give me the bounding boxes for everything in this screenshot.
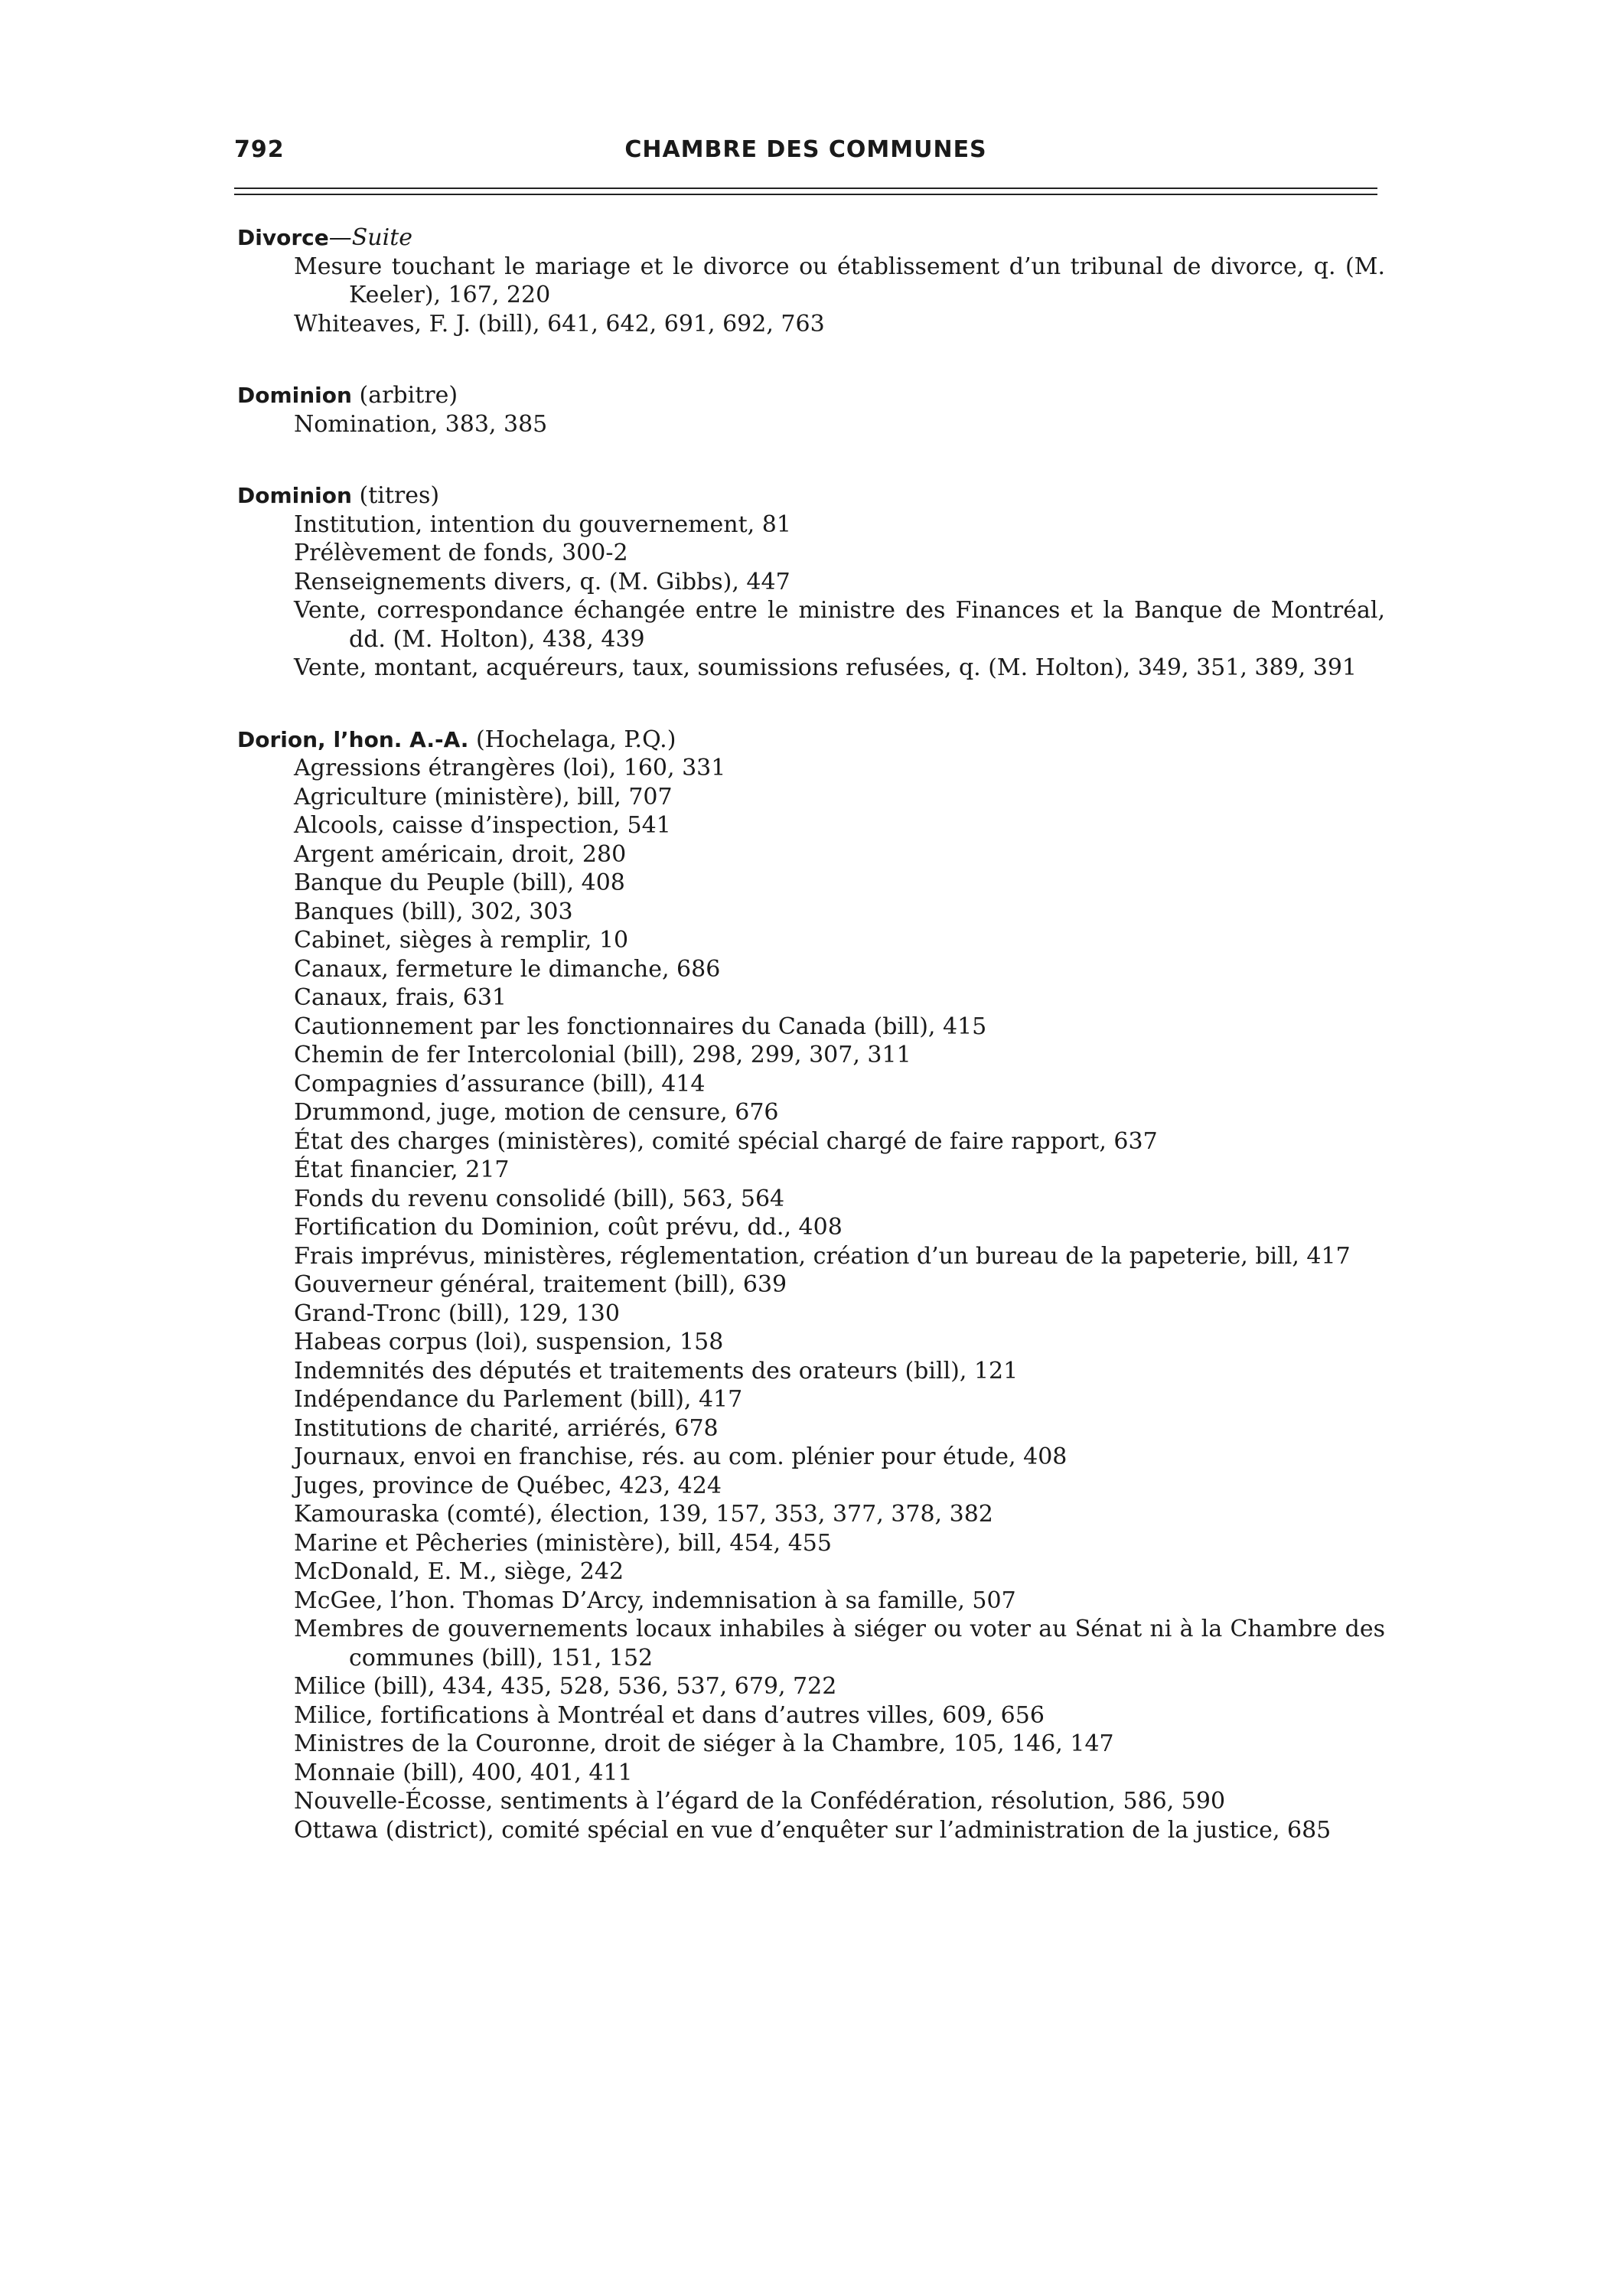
index-entry: Monnaie (bill), 400, 401, 411 bbox=[294, 1759, 633, 1786]
page-header bbox=[234, 136, 1377, 174]
index-section-divorce bbox=[237, 223, 1385, 338]
index-entry: McGee, l’hon. Thomas D’Arcy, indemnisation à sa famille, 507 bbox=[294, 1587, 1016, 1614]
header-rule-top bbox=[234, 188, 1377, 189]
index-entry: Nouvelle-Écosse, sentiments à l’égard de la Confédération, résolution, 586, 590 bbox=[294, 1788, 1226, 1815]
header-rule-bottom bbox=[234, 194, 1377, 195]
heading-qualifier: (titres) bbox=[351, 482, 440, 509]
index-entry: État financier, 217 bbox=[294, 1156, 510, 1183]
index-entry: Kamouraska (comté), élection, 139, 157, 353, 377, 378, 382 bbox=[294, 1501, 993, 1528]
index-entry: Grand-Tronc (bill), 129, 130 bbox=[294, 1300, 620, 1327]
index-entry: Canaux, fermeture le dimanche, 686 bbox=[294, 955, 721, 983]
heading-italic: Suite bbox=[351, 224, 413, 251]
index-entry: Banque du Peuple (bill), 408 bbox=[294, 869, 625, 896]
index-entry: Ministres de la Couronne, droit de siéger à la Chambre, 105, 146, 147 bbox=[294, 1730, 1114, 1757]
heading-keyword: Divorce bbox=[237, 225, 329, 250]
index-entry: Milice, fortifications à Montréal et dans d’autres villes, 609, 656 bbox=[294, 1701, 1045, 1729]
index-content bbox=[237, 223, 1385, 1844]
heading-keyword: Dorion, l’hon. A.-A. bbox=[237, 726, 469, 752]
running-title: CHAMBRE DES COMMUNES bbox=[624, 136, 987, 163]
index-entry: Institutions de charité, arriérés, 678 bbox=[294, 1414, 719, 1442]
index-entry: Habeas corpus (loi), suspension, 158 bbox=[294, 1329, 724, 1355]
index-entry: Agriculture (ministère), bill, 707 bbox=[294, 783, 673, 810]
index-entry: Mesure touchant le mariage et le divorce ou établissement d’un tribunal de divorce, q. (M. Keeler), 167, 220 bbox=[294, 253, 1385, 308]
index-entry: Indépendance du Parlement (bill), 417 bbox=[294, 1386, 743, 1413]
index-entry: Vente, montant, acquéreurs, taux, soumissions refusées, q. (M. Holton), 349, 351, 389, 391 bbox=[294, 654, 1358, 681]
index-entry: Indemnités des députés et traitements des orateurs (bill), 121 bbox=[294, 1357, 1019, 1384]
index-entry: Drummond, juge, motion de censure, 676 bbox=[294, 1099, 779, 1126]
section-heading bbox=[237, 223, 1385, 253]
index-entry: État des charges (ministères), comité spécial chargé de faire rapport, 637 bbox=[294, 1127, 1158, 1155]
index-entry: Ottawa (district), comité spécial en vue d’enquêter sur l’administration de la justice, 685 bbox=[294, 1816, 1332, 1844]
heading-separator: — bbox=[328, 224, 352, 251]
index-entry: Chemin de fer Intercolonial (bill), 298, 299, 307, 311 bbox=[294, 1042, 911, 1068]
index-entry: Frais imprévus, ministères, réglementation, création d’un bureau de la papeterie, bill, 417 bbox=[294, 1242, 1351, 1270]
index-entry: Renseignements divers, q. (M. Gibbs), 447 bbox=[294, 568, 790, 595]
index-entry: Compagnies d’assurance (bill), 414 bbox=[294, 1070, 706, 1097]
heading-keyword: Dominion bbox=[237, 483, 352, 508]
index-section-dorion bbox=[237, 726, 1385, 1845]
index-entry: Journaux, envoi en franchise, rés. au com. plénier pour étude, 408 bbox=[294, 1443, 1068, 1470]
index-entry: Banques (bill), 302, 303 bbox=[294, 898, 573, 925]
index-entry: McDonald, E. M., siège, 242 bbox=[294, 1558, 624, 1585]
section-heading bbox=[237, 381, 1385, 410]
index-entry: Argent américain, droit, 280 bbox=[294, 840, 627, 868]
index-entry: Cabinet, sièges à remplir, 10 bbox=[294, 927, 629, 954]
index-entry: Fortification du Dominion, coût prévu, dd., 408 bbox=[294, 1214, 843, 1241]
heading-keyword: Dominion bbox=[237, 383, 352, 408]
index-entry: Gouverneur général, traitement (bill), 639 bbox=[294, 1271, 787, 1298]
index-entry: Vente, correspondance échangée entre le ministre des Finances et la Banque de Montréal, dd. (M. Holton), 438, 439 bbox=[294, 597, 1385, 653]
heading-qualifier: (arbitre) bbox=[351, 382, 458, 409]
index-entry: Whiteaves, F. J. (bill), 641, 642, 691, 692, 763 bbox=[294, 310, 825, 338]
index-section-dominion-arbitre bbox=[237, 381, 1385, 439]
index-section-dominion-titres bbox=[237, 481, 1385, 683]
index-entry: Canaux, frais, 631 bbox=[294, 984, 507, 1011]
page-number: 792 bbox=[234, 136, 285, 163]
index-entry: Cautionnement par les fonctionnaires du Canada (bill), 415 bbox=[294, 1013, 987, 1040]
index-entry: Fonds du revenu consolidé (bill), 563, 564 bbox=[294, 1185, 785, 1212]
heading-qualifier: (Hochelaga, P.Q.) bbox=[468, 726, 676, 753]
index-entry: Prélèvement de fonds, 300-2 bbox=[294, 540, 628, 566]
index-entry: Marine et Pêcheries (ministère), bill, 454, 455 bbox=[294, 1529, 832, 1557]
index-entry: Institution, intention du gouvernement, 81 bbox=[294, 510, 791, 538]
index-entry: Membres de gouvernements locaux inhabiles à siéger ou voter au Sénat ni à la Chambre des communes (bill), 151, 152 bbox=[294, 1616, 1385, 1671]
index-entry: Agressions étrangères (loi), 160, 331 bbox=[294, 755, 726, 781]
index-entry: Juges, province de Québec, 423, 424 bbox=[294, 1472, 722, 1499]
index-entry: Alcools, caisse d’inspection, 541 bbox=[294, 812, 671, 839]
index-entry: Nomination, 383, 385 bbox=[294, 410, 548, 438]
index-entry: Milice (bill), 434, 435, 528, 536, 537, 679, 722 bbox=[294, 1673, 837, 1700]
section-heading bbox=[237, 726, 1385, 755]
section-heading bbox=[237, 481, 1385, 510]
